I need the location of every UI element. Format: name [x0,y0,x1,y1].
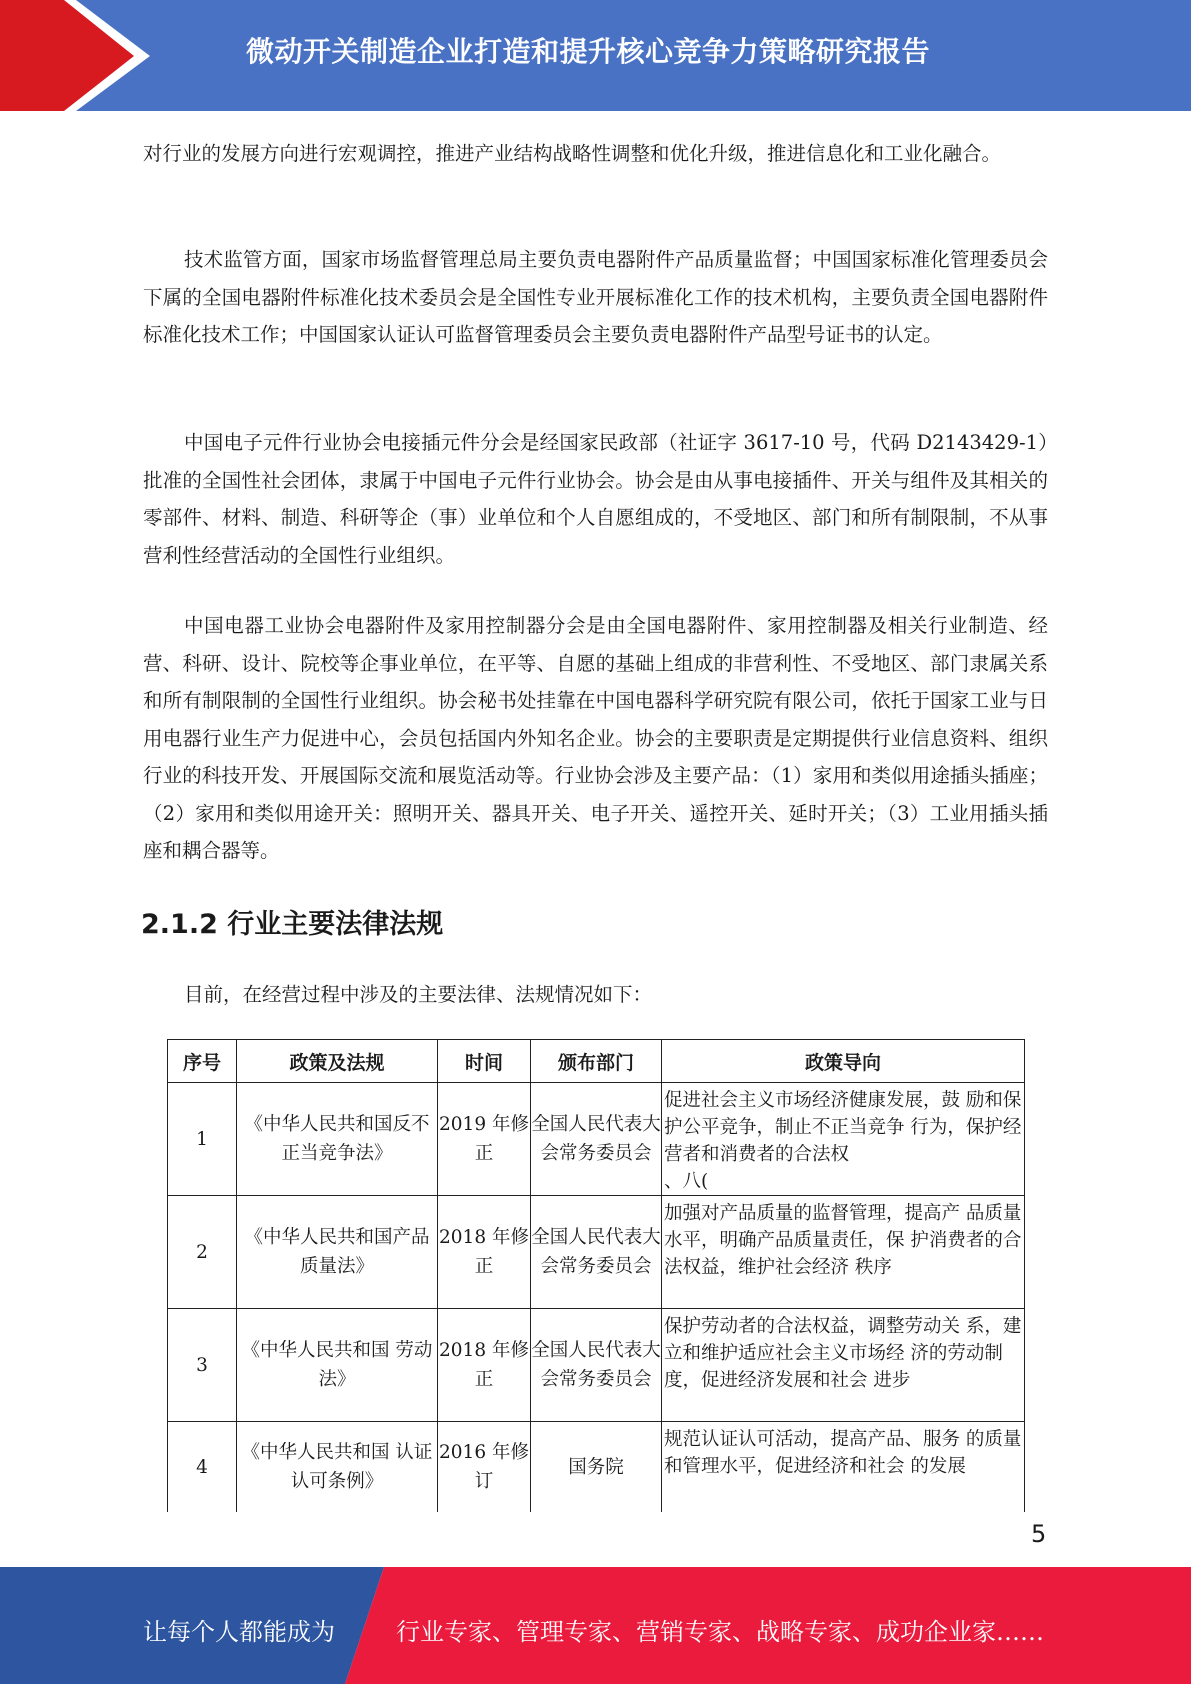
paragraph-4: 中国电器工业协会电器附件及家用控制器分会是由全国电器附件、家用控制器及相关行业制造、经营、科研、设计、院校等企事业单位，在平等、自愿的基础上组成的非营利性、不受地区、部门隶属关系和所有制限制的全国性行业组织。协会秘书处挂靠在中国电器科学研究院有限公司，依托于国家工业与日用电器行业生产力促进中心，会员包括国内外知名企业。协会的主要职责是定期提供行业信息资料、组织行业的科技开发、开展国际交流和展览活动等。行业协会涉及主要产品：（1）家用和类似用途插头插座；（2）家用和类似用途开关：照明开关、器具开关、电子开关、遥控开关、延时开关；（3）工业用插头插座和耦合器等。 [143,614,1048,862]
cell-time: 2016 年修订 [438,1422,531,1513]
header-dept: 颁布部门 [531,1040,662,1083]
cell-policy [662,1083,1025,1196]
laws-table [167,1039,1025,1512]
cell-no: 1 [168,1083,237,1196]
section-heading: 2.1.2 行业主要法律法规 [141,909,444,940]
cell-dept: 全国人民代表大会常务委员会 [531,1309,662,1422]
cell-policy: 保护劳动者的合法权益，调整劳动关 系，建立和维护适应社会主义市场经 济的劳动制度，促进经济发展和社会 进步 [662,1309,1025,1422]
cell-policy: 加强对产品质量的监督管理，提高产 品质量水平，明确产品质量责任，保 护消费者的合法权益，维护社会经济 秩序 [662,1196,1025,1309]
cell-law: 《中华人民共和国产品质量法》 [237,1196,438,1309]
paragraph-2: 技术监管方面，国家市场监督管理总局主要负责电器附件产品质量监督；中国国家标准化管理委员会下属的全国电器附件标准化技术委员会是全国性专业开展标准化工作的技术机构，主要负责全国电器附件标准化技术工作；中国国家认证认可监督管理委员会主要负责电器附件产品型号证书的认定。 [143,248,1048,346]
page-number: 5 [1031,1520,1047,1548]
cell-law: 《中华人民共和国 认证认可条例》 [237,1422,438,1513]
table-row [168,1309,1025,1422]
cell-law: 《中华人民共和国反不正当竞争法》 [237,1083,438,1196]
header-chevron-decoration [0,0,160,111]
cell-policy: 规范认证认可活动，提高产品、服务 的质量和管理水平，促进经济和社会 的发展 [662,1422,1025,1513]
paragraph-3: 中国电子元件行业协会电接插元件分会是经国家民政部（社证字 3617-10 号，代码 D2143429-1）批准的全国性社会团体，隶属于中国电子元件行业协会。协会是由从事电接插件、开关与组件及其相关的零部件、材料、制造、科研等企（事）业单位和个人自愿组成的，不受地区、部门和所有制限制，不从事营利性经营活动的全国性行业组织。 [143,431,1048,567]
cell-policy-text: 促进社会主义市场经济健康发展，鼓 励和保护公平竞争，制止不正当竞争 行为，保护经营者和消费者的合法权 [664,1090,1022,1165]
header-law: 政策及法规 [237,1040,438,1083]
footer-slogan-left: 让每个人都能成为 [143,1618,335,1646]
table-row [168,1196,1025,1309]
table-row [168,1422,1025,1513]
cell-time: 2019 年修正 [438,1083,531,1196]
table-row [168,1083,1025,1196]
cell-law: 《中华人民共和国 劳动法》 [237,1309,438,1422]
section-intro: 目前，在经营过程中涉及的主要法律、法规情况如下： [184,983,653,1006]
cell-dept: 全国人民代表大会常务委员会 [531,1196,662,1309]
table-header-row [168,1040,1025,1083]
cell-time: 2018 年修正 [438,1196,531,1309]
report-title: 微动开关制造企业打造和提升核心竞争力策略研究报告 [246,35,931,68]
cell-policy-tail: 、八( [664,1171,709,1192]
page-header [0,0,1191,111]
cell-dept: 国务院 [531,1422,662,1513]
footer-slogan-right: 行业专家、管理专家、营销专家、战略专家、成功企业家…… [396,1618,1044,1646]
cell-no: 4 [168,1422,237,1513]
header-no: 序号 [168,1040,237,1083]
cell-no: 2 [168,1196,237,1309]
header-time: 时间 [438,1040,531,1083]
paragraph-1: 对行业的发展方向进行宏观调控，推进产业结构战略性调整和优化升级，推进信息化和工业化融合。 [143,142,1002,165]
cell-dept: 全国人民代表大会常务委员会 [531,1083,662,1196]
cell-no: 3 [168,1309,237,1422]
cell-time: 2018 年修正 [438,1309,531,1422]
header-policy: 政策导向 [662,1040,1025,1083]
